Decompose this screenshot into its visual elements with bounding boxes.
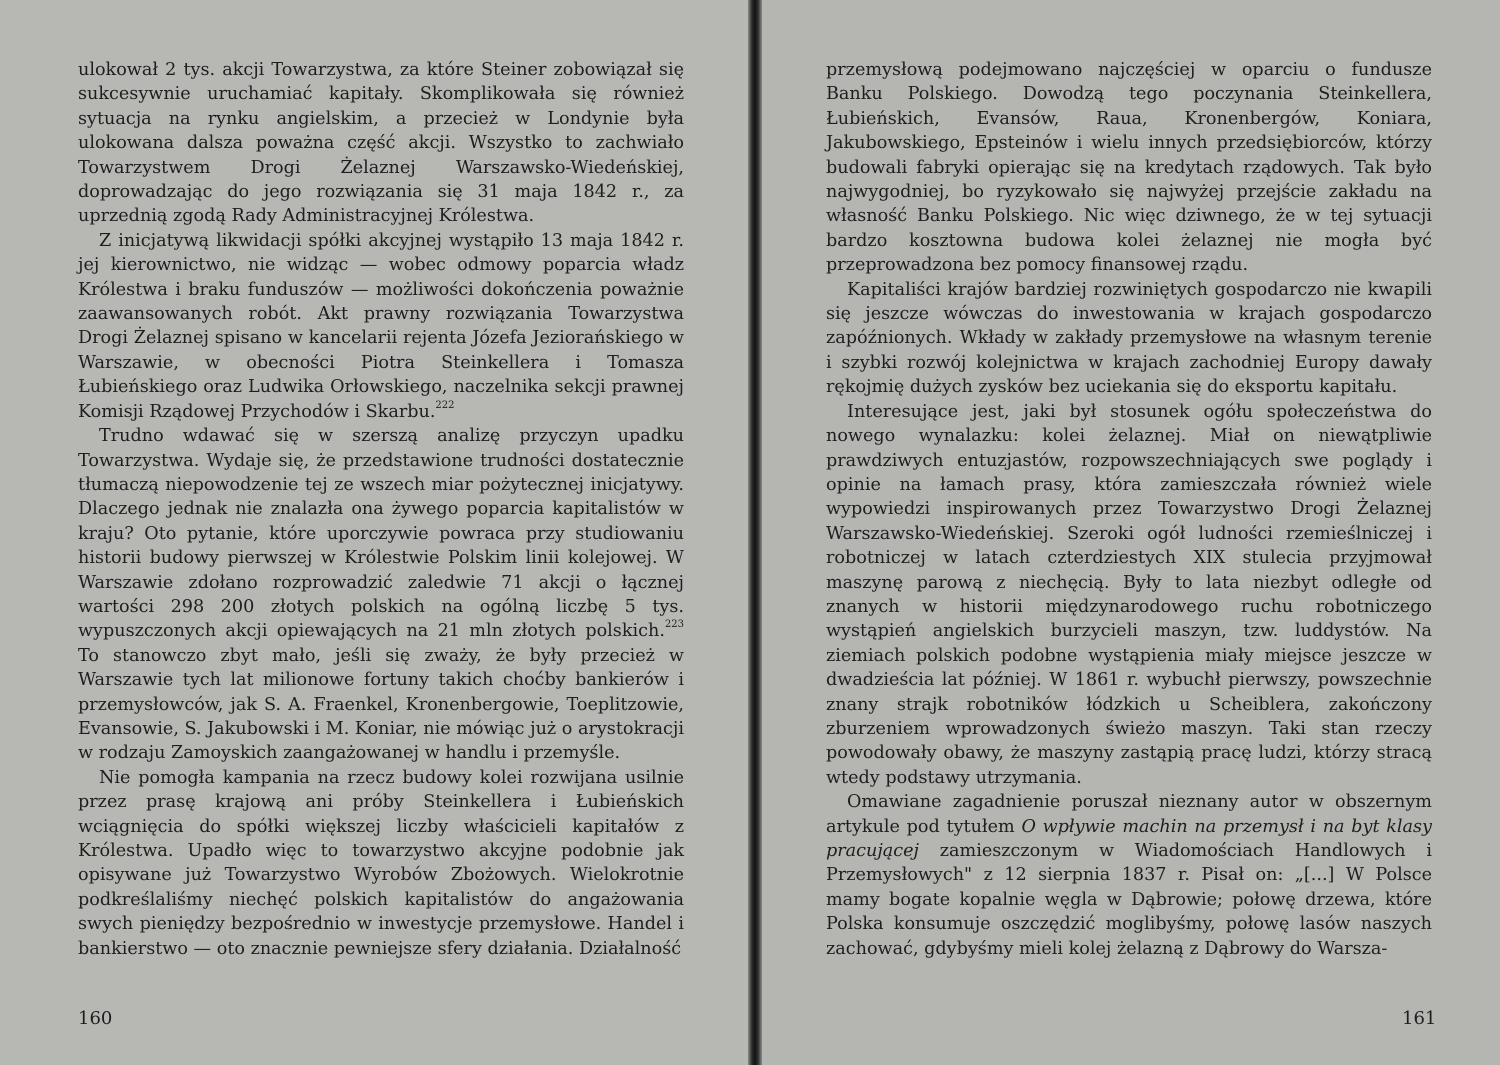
paragraph: [826, 400, 1432, 791]
paragraph-text-cont: zamieszczonym w Wiadomościach Handlowych i Przemysłowych" z 12 sierpnia 1837 r. Pisał on: „[...] W Polsce mamy bogate kopalnie węgla w Dąbrowie; połowę drzewa, które Polska konsumuje oszczędzić moglibyśmy, połowę lasów naszych zachować, gdybyśmy mieli kolej żelazną z Dąbrowy do Warsza-: [826, 841, 1432, 959]
paragraph-text: Nie pomogła kampania na rzecz budowy kolei rozwijana usilnie przez prasę krajową ani próby Steinkellera i Łubieńskich wciągnięcia do spółki większej liczby właścicieli kapitałów z Królestwa. Upadło więc to towarzystwo akcyjne podobnie jak opisywane już Towarzystwo Wyrobów Zbożowych. Wielokrotnie podkreślaliśmy niechęć polskich kapitalistów do angażowania swych pieniędzy bezpośrednio w inwestycje przemysłowe. Handel i bankierstwo — oto znacznie pewniejsze sfery działania. Działalność: [78, 767, 684, 959]
paragraph: [78, 229, 684, 424]
paragraph-text: Omawiane zagadnienie poruszał nieznany autor w obszernym artykule pod tytułem: [826, 792, 1432, 837]
paragraph-text: ulokował 2 tys. akcji Towarzystwa, za które Steiner zobowiązał się sukcesywnie uruchamiać kapitały. Skomplikowała się również sytuacja na rynku angielskim, a przecież w Londynie była ulokowana dalsza poważna część akcji. Wszystko to zachwiało Towarzystwem Drogi Żelaznej Warszawsko-Wiedeńskiej, doprowadzając do jego rozwiązania się 31 maja 1842 r., za uprzednią zgodą Rady Administracyjnej Królestwa.: [78, 60, 684, 227]
paragraph: [78, 58, 684, 229]
paragraph: [826, 278, 1432, 400]
footnote-ref: 223: [664, 619, 684, 631]
paragraph-text: Trudno wdawać się w szerszą analizę przyczyn upadku Towarzystwa. Wydaje się, że przedstawione trudności dostatecznie tłumaczą niepowodzenie tej ze wszech miar pożytecznej inicjatywy. Dlaczego jednak nie znalazła ona żywego poparcia kapitalistów w kraju? Oto pytanie, które uporczywie powraca przy studiowaniu historii budowy pierwszej w Królestwie Polskim linii kolejowej. W Warszawie zdołano rozprowadzić zaledwie 71 akcji o łącznej wartości 298 200 złotych polskich na ogólną liczbę 5 tys. wypuszczonych akcji opiewających na 21 mln złotych polskich.: [78, 426, 684, 642]
paragraph: [78, 424, 684, 766]
paragraph: [78, 766, 684, 961]
page-number: 161: [1402, 1008, 1437, 1029]
page-number: 160: [78, 1008, 113, 1029]
left-page: [0, 0, 748, 1065]
paragraph-text: przemysłową podejmowano najczęściej w oparciu o fundusze Banku Polskiego. Dowodzą tego poczynania Steinkellera, Łubieńskich, Evansów, Raua, Kronenbergów, Koniara, Jakubowskiego, Epsteinów i wielu innych przedsiębiorców, którzy budowali fabryki opierając się na kredytach rządowych. Tak było najwygodniej, bo ryzykowało się najwyżej przejście zakładu na własność Banku Polskiego. Nic więc dziwnego, że w tej sytuacji bardzo kosztowna budowa kolei żelaznej nie mogła być przeprowadzona bez pomocy finansowej rządu.: [826, 60, 1432, 276]
paragraph: [826, 58, 1432, 278]
paragraph-text: Z inicjatywą likwidacji spółki akcyjnej wystąpiło 13 maja 1842 r. jej kierownictwo, nie widząc — wobec odmowy poparcia władz Królestwa i braku funduszów — możliwości dokończenia poważnie zaawansowanych robót. Akt prawny rozwiązania Towarzystwa Drogi Żelaznej spisano w kancelarii rejenta Józefa Jeziorańskiego w Warszawie, w obecności Piotra Steinkellera i Tomasza Łubieńskiego oraz Ludwika Orłowskiego, naczelnika sekcji prawnej Komisji Rządowej Przychodów i Skarbu.: [78, 230, 684, 422]
paragraph-text-cont: To stanowczo zbyt mało, jeśli się zważy, że były przecież w Warszawie tych lat milionowe fortuny takich choćby bankierów i przemysłowców, jak S. A. Fraenkel, Kronenbergowie, Toeplitzowie, Evansowie, S. Jakubowski i M. Koniar, nie mówiąc już o arystokracji w rodzaju Zamoyskich zaangażowanej w handlu i przemyśle.: [78, 645, 684, 764]
book-gutter: [748, 0, 762, 1065]
paragraph-text: Kapitaliści krajów bardziej rozwiniętych gospodarczo nie kwapili się jeszcze wówczas do inwestowania w krajach gospodarczo zapóźnionych. Wkłady w zakłady przemysłowe na własnym terenie i szybki rozwój kolejnictwa w krajach zachodniej Europy dawały rękojmię dużych zysków bez uciekania się do eksportu kapitału.: [826, 279, 1432, 398]
footnote-ref: 222: [435, 399, 455, 411]
paragraph-text: Interesujące jest, jaki był stosunek ogółu społeczeństwa do nowego wynalazku: kolei żelaznej. Miał on niewątpliwie prawdziwych entuzjastów, rozpowszechniających swe poglądy i opinie na łamach prasy, która zamieszczała również wiele wypowiedzi inspirowanych przez Towarzystwo Drogi Żelaznej Warszawsko-Wiedeńskiej. Szeroki ogół ludności rzemieślniczej i robotniczej w latach czterdziestych XIX stulecia przyjmował maszynę parową z niechęcią. Były to lata niezbyt odległe od znanych w historii międzynarodowego ruchu robotniczego wystąpień angielskich burzycieli maszyn, tzw. luddystów. Na ziemiach polskich podobne wystąpienia miały miejsce jeszcze w dwadzieścia lat później. W 1861 r. wybuchł pierwszy, powszechnie znany strajk robotników łódzkich u Scheiblera, zakończony zburzeniem wprowadzonych świeżo maszyn. Taki stan rzeczy powodowały obawy, że maszyny zastąpią pracę ludzi, którzy stracą wtedy podstawy utrzymania.: [826, 401, 1432, 788]
right-page-text: [826, 58, 1432, 961]
paragraph: [826, 790, 1432, 961]
left-page-text: [78, 58, 684, 961]
article-title: O wpływie machin na przemysł i na byt klasy pracującej: [826, 816, 1432, 861]
right-page: [762, 0, 1500, 1065]
